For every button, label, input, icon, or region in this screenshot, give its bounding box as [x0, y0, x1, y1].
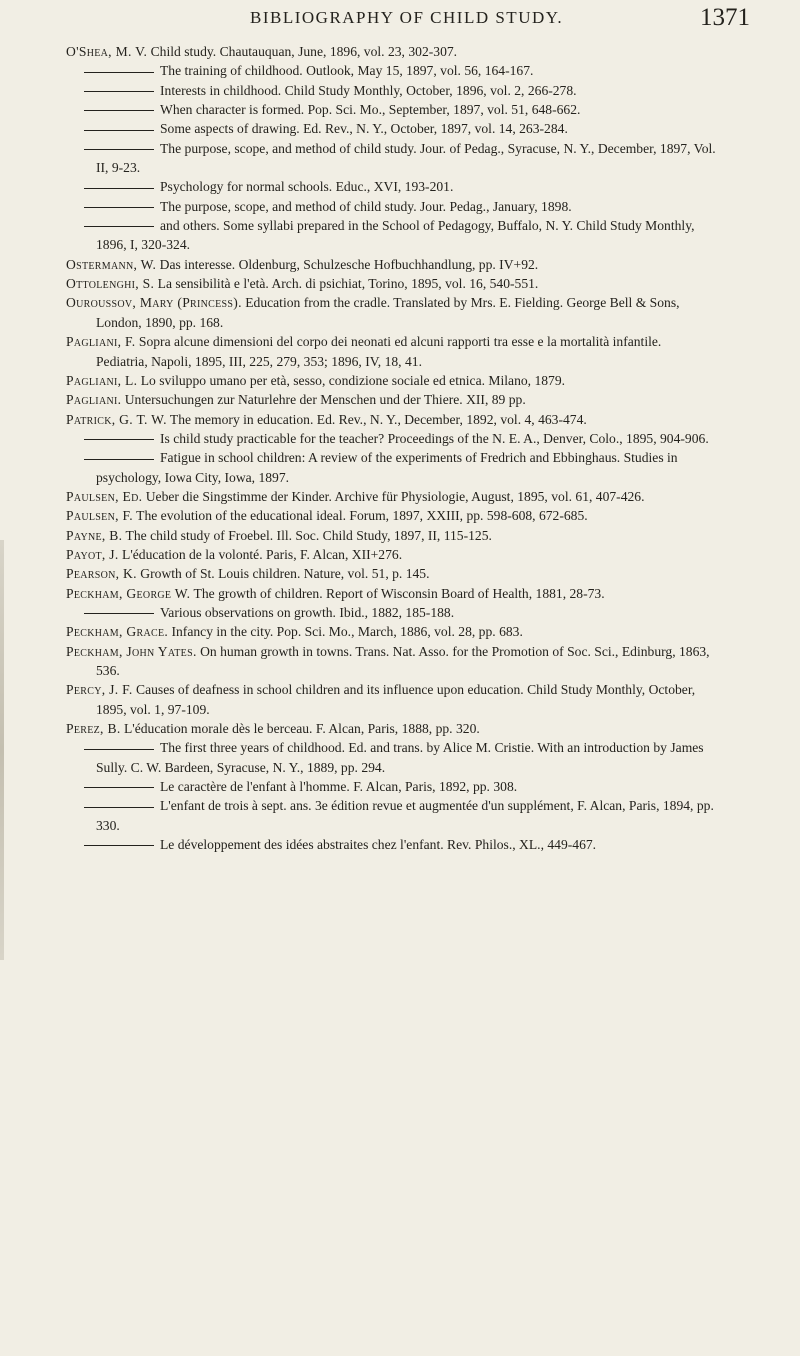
bibliography-entry: [0, 274, 716, 293]
entry-author: Pearson, K.: [66, 566, 137, 582]
bibliography-entry: [0, 487, 716, 506]
entry-text: Fatigue in school children: A review of the experiments of Fredrich and Ebbinghaus. Studies in psychology, Iowa City, Iowa, 1897.: [96, 450, 678, 485]
ditto-dash: [84, 845, 154, 846]
entry-text: The evolution of the educational ideal. Forum, 1897, XXIII, pp. 598-608, 672-685.: [136, 508, 588, 524]
entry-text: Growth of St. Louis children. Nature, vol. 51, p. 145.: [140, 566, 430, 582]
bibliography-entry: [0, 371, 716, 390]
entry-text: L'éducation morale dès le berceau. F. Alcan, Paris, 1888, pp. 320.: [123, 721, 480, 737]
entry-text: When character is formed. Pop. Sci. Mo., September, 1897, vol. 51, 648-662.: [160, 102, 581, 118]
entry-text: and others. Some syllabi prepared in the School of Pedagogy, Buffalo, N. Y. Child Study Monthly, 1896, I, 320-324.: [96, 218, 695, 253]
ditto-dash: [84, 459, 154, 460]
bibliography-entry: [0, 796, 716, 835]
entry-text: Is child study practicable for the teacher? Proceedings of the N. E. A., Denver, Colo., 1895, 904-906.: [160, 430, 709, 446]
bibliography-entry: [0, 139, 716, 178]
entry-author: Perez, B.: [66, 721, 121, 737]
bibliography-entry: [0, 506, 716, 525]
bibliography-entry: [0, 100, 716, 119]
bibliography-entry: [0, 719, 716, 738]
entry-text: The purpose, scope, and method of child study. Jour. of Pedag., Syracuse, N. Y., December, 1897, Vol. II, 9-23.: [96, 140, 716, 176]
entry-text: Interests in childhood. Child Study Monthly, October, 1896, vol. 2, 266-278.: [160, 82, 577, 98]
entry-text: Sopra alcune dimensioni del corpo dei neonati ed alcuni rapporti tra esse e la mortalità infantile. Pediatria, Napoli, 1895, III, 225, 279, 353; 1896, IV, 18, 41.: [96, 334, 662, 369]
entry-author: O'Shea, M. V.: [66, 44, 148, 59]
ditto-dash: [84, 226, 154, 227]
ditto-dash: [84, 807, 154, 808]
entry-author: Peckham, John Yates.: [66, 643, 197, 659]
ditto-dash: [84, 749, 154, 750]
entry-text: Untersuchungen zur Naturlehre der Menschen und der Thiere. XII, 89 pp.: [124, 392, 526, 408]
entry-author: Percy, J. F.: [66, 682, 133, 698]
bibliography-entry: [0, 642, 716, 681]
bibliography-entry: [0, 410, 716, 429]
entry-author: Peckham, Grace.: [66, 624, 169, 640]
entry-author: Pagliani.: [66, 392, 122, 408]
running-title: BIBLIOGRAPHY OF CHILD STUDY.: [250, 8, 564, 27]
entry-author: Pagliani, F.: [66, 334, 136, 350]
bibliography-entry: [0, 584, 716, 603]
entry-author: Paulsen, F.: [66, 508, 133, 524]
bibliography-entry: [0, 429, 716, 448]
ditto-dash: [84, 787, 154, 788]
bibliography-entry: [0, 448, 716, 487]
bibliography-entry: [0, 61, 716, 80]
bibliography-entry: [0, 835, 716, 854]
bibliography-entry: [0, 564, 716, 583]
entry-author: Ostermann, W.: [66, 256, 157, 272]
bibliography-entry: [0, 622, 716, 641]
entry-text: Lo sviluppo umano per età, sesso, condizione sociale ed etnica. Milano, 1879.: [140, 372, 566, 388]
ditto-dash: [84, 91, 154, 92]
bibliography-entry: [0, 119, 716, 138]
ditto-dash: [84, 439, 154, 440]
bibliography-entry: [0, 332, 716, 371]
bibliography-entry: [0, 42, 716, 61]
entry-text: The memory in education. Ed. Rev., N. Y., December, 1892, vol. 4, 463-474.: [169, 411, 587, 427]
page-header: [0, 4, 800, 34]
bibliography-entry: [0, 177, 716, 196]
bibliography-entry: [0, 216, 716, 255]
entry-text: Ueber die Singstimme der Kinder. Archive für Physiologie, August, 1895, vol. 61, 407-426.: [145, 488, 645, 504]
entry-author: Payot, J.: [66, 546, 119, 562]
entry-text: On human growth in towns. Trans. Nat. Asso. for the Promotion of Soc. Sci., Edinburg, 1863, 536.: [96, 643, 710, 678]
entry-text: Various observations on growth. Ibid., 1882, 185-188.: [160, 604, 455, 620]
entry-text: La sensibilità e l'età. Arch. di psichiat, Torino, 1895, vol. 16, 540-551.: [157, 276, 539, 292]
entry-author: Ouroussov, Mary (Princess).: [66, 295, 242, 311]
bibliography-entry: [0, 603, 716, 622]
entry-text: The growth of children. Report of Wisconsin Board of Health, 1881, 28-73.: [193, 585, 605, 601]
entry-text: Education from the cradle. Translated by Mrs. E. Fielding. George Bell & Sons, London, 1890, pp. 168.: [96, 295, 680, 330]
bibliography-entry: [0, 777, 716, 796]
entry-text: Le caractère de l'enfant à l'homme. F. Alcan, Paris, 1892, pp. 308.: [160, 779, 518, 795]
ditto-dash: [84, 130, 154, 131]
entry-text: The child study of Froebel. Ill. Soc. Child Study, 1897, II, 115-125.: [125, 527, 492, 543]
entry-text: Child study. Chautauquan, June, 1896, vol. 23, 302-307.: [150, 44, 458, 59]
entry-text: The purpose, scope, and method of child study. Jour. Pedag., January, 1898.: [160, 198, 572, 214]
entry-author: Peckham, George W.: [66, 585, 191, 601]
entry-text: Infancy in the city. Pop. Sci. Mo., March, 1886, vol. 28, pp. 683.: [171, 624, 523, 640]
bibliography-entry: [0, 390, 716, 409]
ditto-dash: [84, 110, 154, 111]
page-number: 1371: [700, 4, 750, 31]
entry-author: Ottolenghi, S.: [66, 276, 155, 292]
bibliography-entry: [0, 738, 716, 777]
entry-text: Le développement des idées abstraites chez l'enfant. Rev. Philos., XL., 449-467.: [160, 837, 597, 853]
entry-text: The training of childhood. Outlook, May 15, 1897, vol. 56, 164-167.: [160, 63, 534, 79]
entry-text: Causes of deafness in school children and its influence upon education. Child Study Monthly, October, 1895, vol. 1, 97-109.: [96, 682, 696, 717]
ditto-dash: [84, 149, 154, 150]
ditto-dash: [84, 207, 154, 208]
entry-text: Some aspects of drawing. Ed. Rev., N. Y., October, 1897, vol. 14, 263-284.: [160, 121, 568, 137]
entry-author: Patrick, G. T. W.: [66, 411, 167, 427]
ditto-dash: [84, 72, 154, 73]
bibliography-entry: [0, 255, 716, 274]
bibliography-entry: [0, 293, 716, 332]
entry-text: Das interesse. Oldenburg, Schulzesche Hofbuchhandlung, pp. IV+92.: [159, 256, 539, 272]
entry-author: Payne, B.: [66, 527, 123, 543]
entry-author: Pagliani, L.: [66, 372, 138, 388]
entry-text: The first three years of childhood. Ed. and trans. by Alice M. Cristie. With an introduction by James Sully. C. W. Bardeen, Syracuse, N. Y., 1889, pp. 294.: [96, 740, 704, 775]
bibliography-entry: [0, 526, 716, 545]
bibliography-entry: [0, 197, 716, 216]
ditto-dash: [84, 613, 154, 614]
bibliography-entries: [0, 42, 800, 854]
entry-text: Psychology for normal schools. Educ., XVI, 193-201.: [160, 179, 454, 195]
bibliography-entry: [0, 81, 716, 100]
bibliography-entry: [0, 545, 716, 564]
entry-text: L'éducation de la volonté. Paris, F. Alcan, XII+276.: [122, 546, 403, 562]
entry-text: L'enfant de trois à sept. ans. 3e édition revue et augmentée d'un supplément, F. Alcan, Paris, 1894, pp. 330.: [96, 798, 714, 833]
entry-author: Paulsen, Ed.: [66, 488, 143, 504]
ditto-dash: [84, 188, 154, 189]
bibliography-entry: [0, 680, 716, 719]
